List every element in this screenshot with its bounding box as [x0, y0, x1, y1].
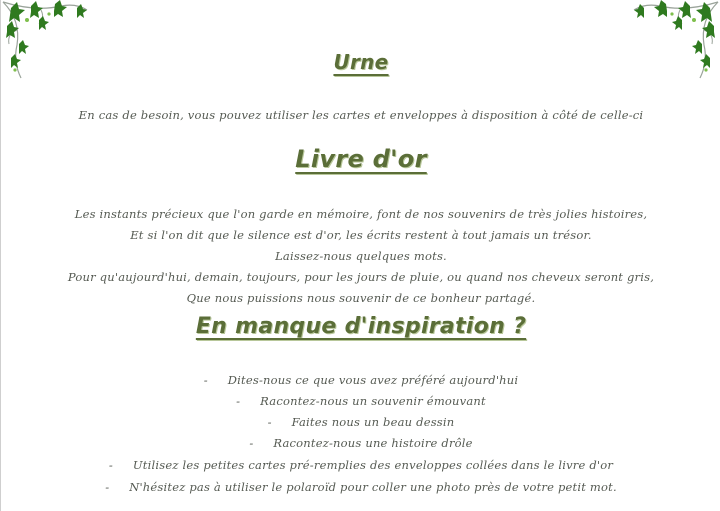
- poem-line: Pour qu'aujourd'hui, demain, toujours, pour les jours de pluie, ou quand nos cheveux seront gris,: [67, 270, 655, 284]
- heading-urne: Urne: [333, 50, 389, 74]
- poem-line: Laissez-nous quelques mots.: [275, 249, 447, 263]
- list-item: [1, 394, 720, 408]
- list-item: [1, 373, 720, 387]
- bullet-dash: -: [203, 373, 208, 387]
- bullet-dash: -: [108, 458, 113, 472]
- heading-livre-dor: Livre d'or: [295, 145, 427, 173]
- list-item-text: N'hésitez pas à utiliser le polaroïd pour coller une photo près de votre petit mot.: [129, 480, 617, 494]
- urne-text: En cas de besoin, vous pouvez utiliser les cartes et enveloppes à disposition à côté de celle-ci: [78, 108, 644, 122]
- poem-line: Que nous puissions nous souvenir de ce bonheur partagé.: [186, 291, 536, 305]
- list-item: [1, 415, 720, 429]
- list-item-text: Dites-nous ce que vous avez préféré aujourd'hui: [227, 373, 519, 387]
- heading-inspiration: En manque d'inspiration ?: [195, 314, 527, 339]
- list-item-text: Racontez-nous un souvenir émouvant: [260, 394, 486, 408]
- poem-line: Les instants précieux que l'on garde en mémoire, font de nos souvenirs de très jolies histoires,: [74, 207, 648, 221]
- list-item: [1, 458, 720, 472]
- bullet-dash: -: [105, 480, 110, 494]
- bullet-dash: -: [267, 415, 272, 429]
- poem-line: Et si l'on dit que le silence est d'or, les écrits restent à tout jamais un trésor.: [130, 228, 592, 242]
- list-item: [1, 480, 720, 494]
- list-item: [1, 436, 720, 450]
- list-item-text: Utilisez les petites cartes pré-remplies des enveloppes collées dans le livre d'or: [132, 458, 614, 472]
- list-item-text: Faites nous un beau dessin: [291, 415, 455, 429]
- list-item-text: Racontez-nous une histoire drôle: [273, 436, 473, 450]
- bullet-dash: -: [249, 436, 254, 450]
- bullet-dash: -: [236, 394, 241, 408]
